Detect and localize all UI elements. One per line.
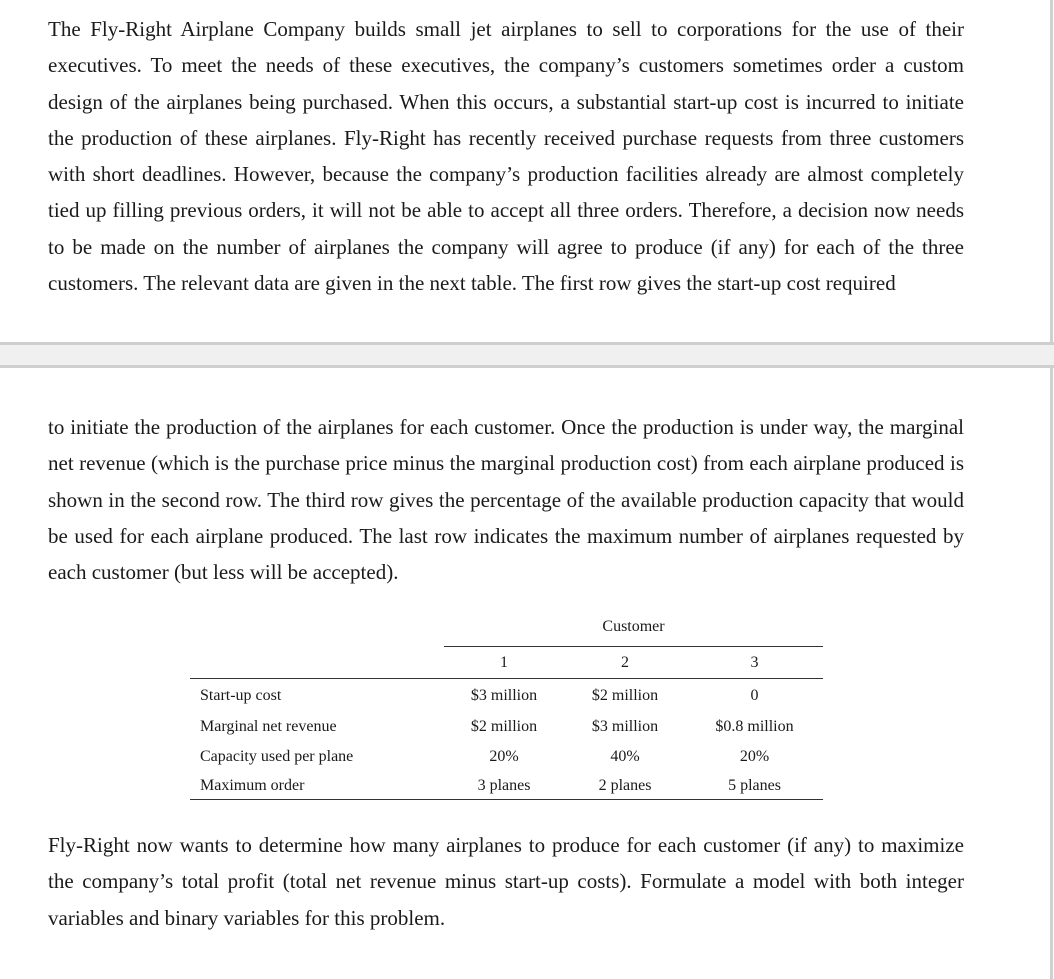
column-header-customer-1: 1 <box>500 654 508 671</box>
table-cell: 5 planes <box>728 777 781 794</box>
table-cell: 2 planes <box>598 777 652 794</box>
table-cell: $3 million <box>470 687 538 704</box>
row-label: Capacity used per plane <box>200 748 354 765</box>
table-rule <box>190 678 823 679</box>
table-row <box>190 681 823 711</box>
table-rule <box>444 646 823 647</box>
column-header-customer-3: 3 <box>750 654 759 671</box>
column-header-customer-2: 2 <box>621 654 629 671</box>
table-cell: $0.8 million <box>715 718 794 735</box>
page-top <box>0 0 1053 342</box>
problem-paragraph-intro: The Fly-Right Airplane Company builds small jet airplanes to sell to corporations for the use of their executives. To meet the needs of these executives, the company’s customers sometimes order a custom design of the airplanes being purchased. When this occurs, a substantial start-up cost is incurred to initiate the production of these airplanes. Fly-Right has recently received purchase requests from three customers with short deadlines. However, because the company’s production facilities already are almost completely tied up filling previous orders, it will not be able to accept all three orders. Therefore, a decision now needs to be made on the number of airplanes the company will agree to produce (if any) for each of the three customers. The relevant data are given in the next table. The first row gives the start-up cost required <box>48 17 964 296</box>
table-cell: $2 million <box>591 687 659 704</box>
row-label: Start-up cost <box>200 687 282 704</box>
table-cell: $3 million <box>591 718 659 735</box>
table-row <box>190 742 823 772</box>
table-row <box>190 712 823 742</box>
problem-paragraph-question: Fly-Right now wants to determine how many airplanes to produce for each customer (if any) to maximize the company’s total profit (total net revenue minus start-up costs). Formulate a model with both integer variables and binary variables for this problem. <box>48 833 964 930</box>
table-cell: 0 <box>750 687 759 704</box>
table-cell: 40% <box>610 748 640 765</box>
table-cell: 20% <box>489 748 519 765</box>
table-cell: $2 million <box>470 718 538 735</box>
table-group-header: Customer <box>602 618 665 635</box>
page-bottom <box>0 368 1053 979</box>
table-cell: 20% <box>739 748 770 765</box>
table-rule <box>190 799 823 800</box>
row-label: Marginal net revenue <box>200 718 337 735</box>
table-row <box>190 771 823 801</box>
table-cell: 3 planes <box>477 777 531 794</box>
row-label: Maximum order <box>200 777 305 794</box>
page-separator <box>0 342 1054 368</box>
problem-paragraph-continued: to initiate the production of the airplanes for each customer. Once the production is under way, the marginal net revenue (which is the purchase price minus the marginal production cost) from each airplane produced is shown in the second row. The third row gives the percentage of the available production capacity that would be used for each airplane produced. The last row indicates the maximum number of airplanes requested by each customer (but less will be accepted). <box>48 415 964 585</box>
